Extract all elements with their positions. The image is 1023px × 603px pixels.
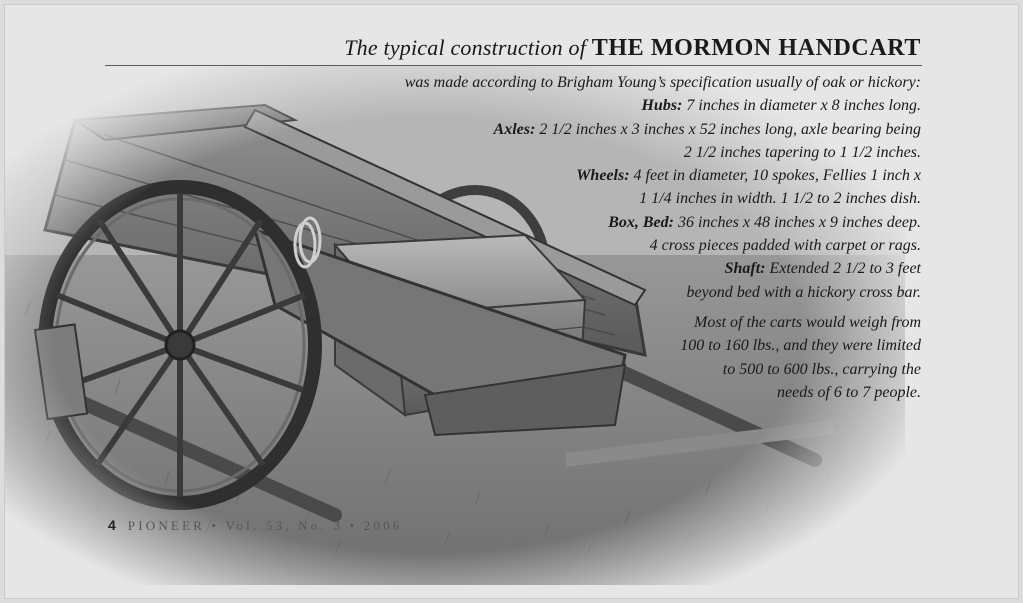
box-line-1 (301, 211, 921, 234)
axles-line-2: 2 1/2 inches tapering to 1 1/2 inches. (683, 143, 921, 161)
box-text-1: 36 inches x 48 inches x 9 inches deep. (673, 213, 921, 231)
axles-text-1: 2 1/2 inches x 3 inches x 52 inches long, axle bearing being (535, 120, 921, 138)
shaft-text-1: Extended 2 1/2 to 3 feet (765, 260, 921, 278)
article-title (344, 35, 921, 62)
hubs-text: 7 inches in diameter x 8 inches long. (682, 97, 921, 115)
weight-line-1: Most of the carts would weigh from (694, 313, 921, 331)
magazine-page (4, 4, 1019, 599)
title-lead: The typical construction of (344, 35, 587, 60)
weight-paragraph (301, 311, 921, 404)
shaft-line-1 (301, 257, 921, 280)
wheels-text-1: 4 feet in diameter, 10 spokes, Fellies 1 inch x (629, 167, 921, 185)
hubs-line (301, 94, 921, 117)
box-line-2: 4 cross pieces padded with carpet or rags. (649, 237, 921, 255)
wheels-label: Wheels: (576, 167, 630, 185)
page-number: 4 (108, 517, 116, 533)
weight-line-2: 100 to 160 lbs., and they were limited (680, 337, 921, 355)
title-main: THE MORMON HANDCART (591, 35, 921, 61)
shaft-line-2: beyond bed with a hickory cross bar. (686, 283, 921, 301)
page-footer (108, 517, 402, 534)
weight-line-3: to 500 to 600 lbs., carrying the (722, 360, 921, 378)
article-body (301, 71, 921, 404)
title-rule (105, 65, 922, 66)
wheels-line-1 (301, 164, 921, 187)
intro-line: was made according to Brigham Young’s specification usually of oak or hickory: (404, 74, 921, 91)
hubs-label: Hubs: (641, 97, 683, 115)
wheels-line-2: 1 1/4 inches in width. 1 1/2 to 2 inches dish. (639, 190, 921, 208)
weight-line-4: needs of 6 to 7 people. (777, 383, 921, 401)
axles-line-1 (301, 118, 921, 141)
box-label: Box, Bed: (608, 213, 674, 231)
axles-label: Axles: (493, 120, 536, 138)
publication-info: PIONEER • Vol. 53, No. 3 • 2006 (127, 518, 403, 533)
shaft-label: Shaft: (724, 260, 766, 278)
